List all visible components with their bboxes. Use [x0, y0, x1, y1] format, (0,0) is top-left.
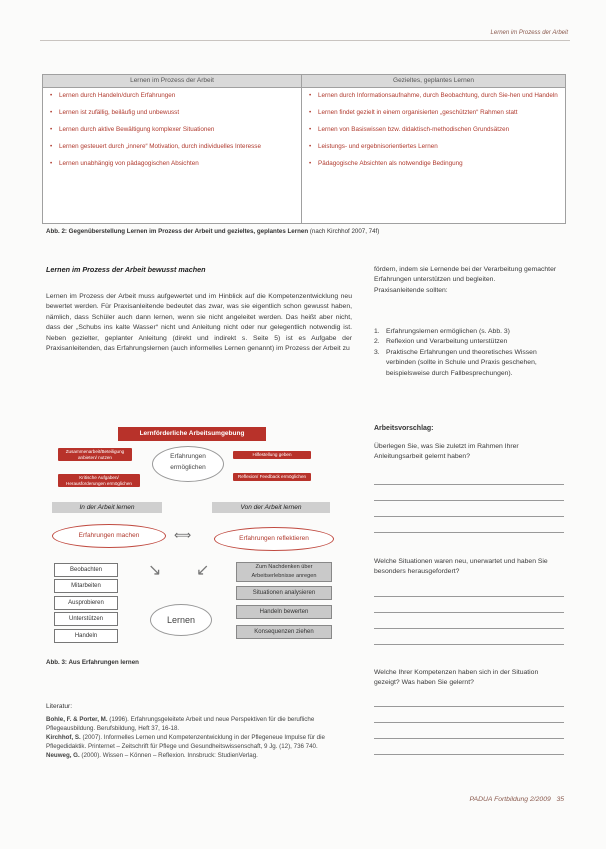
- left-list: [43, 91, 301, 168]
- list-number: 1.: [374, 328, 380, 335]
- recommendation-list: [374, 327, 564, 379]
- answer-line[interactable]: [374, 532, 564, 533]
- literature-list: [46, 715, 352, 760]
- list-text: Praktische Erfahrungen und theoretisches Wissen verbinden (sollte in Schule und Praxis geschehen, beispielsweise durch Fallbesprechungen).: [386, 348, 537, 377]
- list-item: [374, 327, 564, 337]
- box-consequences: Konsequenzen ziehen: [236, 625, 332, 639]
- center-oval: Erfahrungen ermöglichen: [152, 446, 224, 482]
- exercise-question-2: Welche Situationen waren neu, unerwartet und haben Sie besonders herausgefordert?: [374, 558, 548, 576]
- literature-author: Kirchhof, S.: [46, 734, 81, 741]
- list-item: • Lernen durch Informationsaufnahme, durch Beobachtung, durch Sie-hen und Handeln: [318, 91, 559, 100]
- table-column-right: [302, 75, 565, 223]
- arrow-down-left-icon: ↙: [196, 562, 210, 579]
- right-paragraph-text: fördern, indem sie Lernende bei der Verarbeitung gemachter Erfahrungen unterstützen und begleiten.: [374, 266, 557, 284]
- literature-title: Literatur:: [46, 703, 73, 710]
- list-item: • Lernen gesteuert durch „innere“ Motivation, durch individuelles Interesse: [59, 142, 295, 151]
- box-support: Unterstützen: [54, 612, 118, 626]
- literature-entry: [46, 751, 352, 760]
- answer-line[interactable]: [374, 644, 564, 645]
- answer-line[interactable]: [374, 706, 564, 707]
- answer-line[interactable]: [374, 596, 564, 597]
- diagram-title: Lernförderliche Arbeitsumgebung: [118, 427, 266, 441]
- oval-reflect: Erfahrungen reflektieren: [214, 527, 334, 551]
- answer-line[interactable]: [374, 612, 564, 613]
- literature-text: (2007). Informelles Lernen und Kompetenzentwicklung in der Pflegeneue Impulse für die Pflegedidaktik. Printernet – Zeitschrift für Pflege und Gesundheitswissenschaft, 9 Jg. (12), 736 740.: [46, 734, 325, 750]
- literature-author: Neuweg, G.: [46, 752, 80, 759]
- box-observe: Beobachten: [54, 563, 118, 577]
- bar-from-work: Von der Arbeit lernen: [212, 502, 330, 513]
- answer-line[interactable]: [374, 484, 564, 485]
- arrow-down-right-icon: ↘: [148, 562, 162, 579]
- red-box-challenges: Kritische Aufgaben/ Herausforderungen ermöglichen: [58, 474, 140, 487]
- list-item: • Pädagogische Absichten als notwendige Bedingung: [318, 159, 559, 168]
- list-item: • Lernen von Basiswissen bzw. didaktisch-methodischen Grundsätzen: [318, 125, 559, 134]
- table-header-left: Lernen im Prozess der Arbeit: [43, 75, 301, 88]
- list-number: 2.: [374, 338, 380, 346]
- list-text: Reflexion und Verarbeitung unterstützen: [386, 338, 508, 346]
- answer-line[interactable]: [374, 738, 564, 739]
- answer-line[interactable]: [374, 628, 564, 629]
- page-footer: [470, 796, 564, 803]
- oval-experience: Erfahrungen machen: [52, 524, 166, 548]
- bar-in-work: In der Arbeit lernen: [52, 502, 162, 513]
- list-item: [374, 348, 564, 379]
- page-number: 35: [556, 796, 564, 803]
- literature-text: (1996). Erfahrungsgeleitete Arbeit und neue Perspektiven für die berufliche Pflegeausbildung. Berufsbildung, Heft 37, 16-18.: [46, 716, 315, 732]
- list-number: 3.: [374, 348, 380, 356]
- right-list: [302, 91, 565, 168]
- answer-line[interactable]: [374, 500, 564, 501]
- table-column-left: [43, 75, 302, 223]
- right-intro: Praxisanleitende sollten:: [374, 286, 448, 294]
- box-try: Ausprobieren: [54, 596, 118, 610]
- list-item: • Lernen durch aktive Bewältigung komplexer Situationen: [59, 125, 295, 134]
- answer-line[interactable]: [374, 754, 564, 755]
- box-reflect-prompt: Zum Nachdenken über Arbeitserlebnisse anregen: [236, 562, 332, 582]
- cloud-learning: Lernen: [150, 604, 212, 636]
- exercise-title: Arbeitsvorschlag:: [374, 425, 434, 432]
- list-item: • Leistungs- und ergebnisorientiertes Lernen: [318, 142, 559, 151]
- literature-text: (2000). Wissen – Können – Reflexion. Innsbruck: StudienVerlag.: [79, 752, 258, 759]
- footer-text: PADUA Fortbildung 2/2009: [469, 796, 551, 803]
- literature-author: Bohle, F. & Porter, M.: [46, 716, 108, 723]
- running-title: Lernen im Prozess der Arbeit: [490, 30, 568, 36]
- box-cooperate: Mitarbeiten: [54, 579, 118, 593]
- literature-entry: [46, 733, 352, 751]
- exercise-question-1: Überlegen Sie, was Sie zuletzt im Rahmen Ihrer Anleitungsarbeit gelernt haben?: [374, 443, 519, 461]
- double-arrow-icon: ⟺: [174, 528, 192, 542]
- list-item: [374, 337, 564, 347]
- list-item: • Lernen durch Handeln/durch Erfahrungen: [59, 91, 295, 100]
- figure-caption-2: [46, 228, 379, 235]
- header-rule: [40, 40, 570, 41]
- box-evaluate: Handeln bewerten: [236, 605, 332, 619]
- section-title: Lernen im Prozess der Arbeit bewusst machen: [46, 265, 206, 274]
- caption-bold: Abb. 2: Gegenüberstellung Lernen im Prozess der Arbeit und gezieltes, geplantes Lernen: [46, 228, 309, 235]
- answer-line[interactable]: [374, 516, 564, 517]
- right-paragraph: [374, 265, 564, 296]
- comparison-table: [42, 74, 566, 224]
- list-text: Erfahrungslernen ermöglichen (s. Abb. 3): [386, 328, 510, 335]
- table-header-right: Gezieltes, geplantes Lernen: [302, 75, 565, 88]
- red-box-help: Hilfestellung geben: [233, 451, 311, 459]
- list-item: • Lernen ist zufällig, beiläufig und unbewusst: [59, 108, 295, 117]
- red-box-reflection: Reflexion/ Feedback ermöglichen: [233, 473, 311, 481]
- figure-caption-3: Abb. 3: Aus Erfahrungen lernen: [46, 659, 139, 666]
- exercise-question-3: Welche Ihrer Kompetenzen haben sich in der Situation gezeigt? Was haben Sie gelernt?: [374, 669, 539, 687]
- box-analyze: Situationen analysieren: [236, 586, 332, 600]
- red-box-collaboration: Zusammenarbeit/Beteiligung anbieten/ nutzen: [58, 448, 132, 461]
- answer-line[interactable]: [374, 722, 564, 723]
- list-item: • Lernen unabhängig von pädagogischen Absichten: [59, 159, 295, 168]
- section-paragraph: Lernen im Prozess der Arbeit muss aufgewertet und im Hinblick auf die Kompetenzentwicklung neu bewertet werden. Für Praxisanleitende bedeutet das zwar, was sie eigentlich schon gewusst haben, nämlich, dass Schüler auch dann lernen, wenn sie nicht angeleitet werden. Das heißt aber nicht, dass der „Schubs ins kalte Wasser“ nicht und Anleitung nicht oder nur gelegentlich notwendig ist. Neben gezielter, geplanter Anleitung (direkt und indirekt s. Seite 5) ist es Aufgabe der Praxisanleitenden, das Erfahrungslernen (auch informelles Lernen genannt) im Prozess der Arbeit zu: [46, 293, 352, 353]
- list-item: • Lernen findet gezielt in einem organisierten „geschützten“ Rahmen statt: [318, 108, 559, 117]
- literature-entry: [46, 715, 352, 733]
- box-act: Handeln: [54, 629, 118, 643]
- caption-source: (nach Kirchhof 2007, 74f): [308, 228, 380, 235]
